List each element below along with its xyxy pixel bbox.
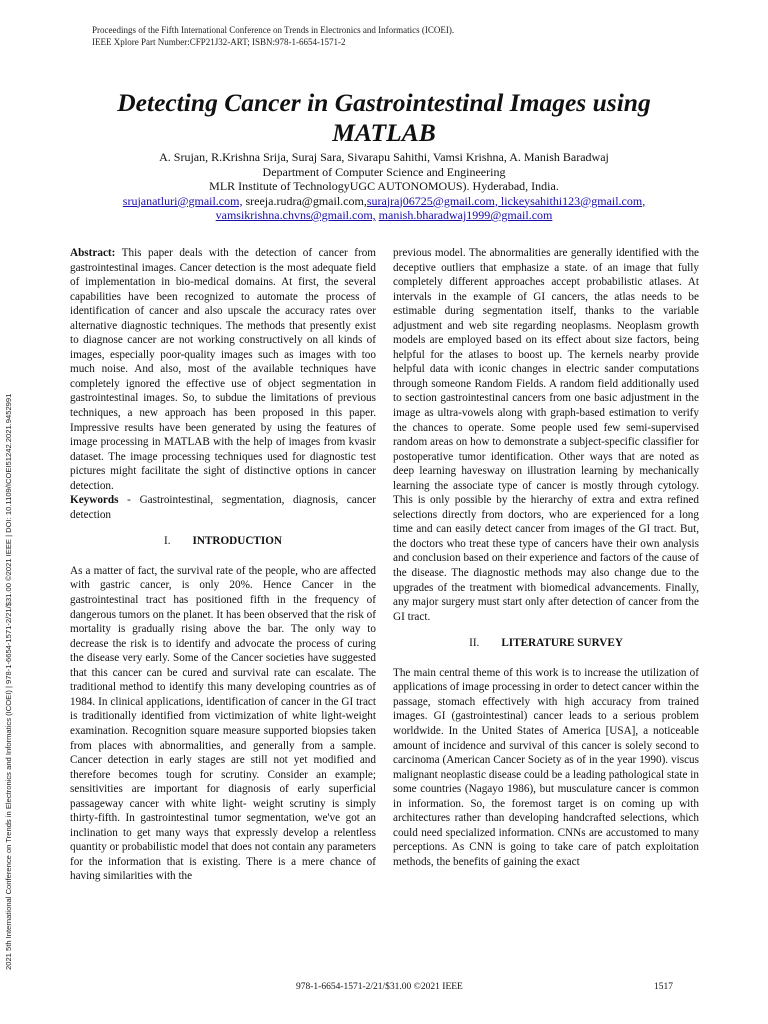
left-column (70, 246, 376, 884)
title-line-1: Detecting Cancer in Gastrointestinal Images using (117, 88, 651, 117)
introduction-paragraph: As a matter of fact, the survival rate of the people, who are affected with gastric cancer, is only 20%. Hence Cancer in the gastrointestinal tract has positioned fifth in the frequency of dangerous tumors on the planet. It has been observed that the risk of mortality is gradually rising above the bar. The only way to decrease the risk is to identify and advocate the process of curing the disease very early. Some of the Cancer societies have suggested that this cancer can be cured and survival rate can escalate. The traditional method to identify this many developing countries as of 1984. In clinical applications, identification of cancer in the GI tract is traditionally identified from victimization of white light-weight examination. Recognition square measure supported biopsies taken from places with abnormalities, and generally from a sample. Cancer detection in early stages are still not yet modified and therefore becomes tough for scrutiny. Consider an example; sensitivities are important for diagnosis of early superficial passageway cancer with white light- weight scrutiny is simply thirty-fifth. In gastrointestinal tumor segmentation, we've got an inclination to get many ways that expressly develop a relentless quantity or probabilistic model that does not contain any parameters for the information that is existing. There is a mere chance of having similarities with the (70, 564, 376, 883)
section-title: LITERATURE SURVEY (501, 637, 623, 650)
email-link[interactable]: vamsikrishna.chvns@gmail.com, (215, 208, 376, 222)
right-column (393, 246, 699, 869)
section-heading-literature-survey (393, 636, 699, 651)
conference-header (92, 24, 454, 48)
introduction-continued-paragraph: previous model. The abnormalities are generally identified with the deceptive outliers that emphasize a state. of an image that fully completely different approaches accept probabilistic atlases. At intervals in the example of GI cancers, the atlas needs to be estimable during segmentation itself, thanks to the variable adjustment and web site regarding neoplasms. Neoplasm growth models are employed based on its effect about size factors, being helpful for the atlases to boost up. The kernels nearby provide helpful data with iconic changes in electric sander computations through someone Random Fields. A random field additionally used to section gastrointestinal cancers from one basic adjustment in the image as ultra-vowels along with graph-based estimation to verify the chances to operate. Some people used few semi-supervised random areas on how to demonstrate a subject-specific classifier for postoperative tumor identification. Other ways that are noted as deep learning havesway on illustration learning by mechanically learning the associate type of cancer is mostly through cytology. This is only possible by the hierarchy of extra and extra refined selections directly from doctors, who are experienced for a long time and can easily detect cancer from images of the GI tract. But, the doctors who treat these type of cancers have their own analysis and conclusion based on their experience and factors of the cause of the disease. The diagnostic methods may also change due to the upgrades of the treatment with biomedical advancements. Finally, any major surgery must start only after detection of cancer from the GI tract. (393, 247, 699, 623)
abstract-text: This paper deals with the detection of cancer from gastrointestinal images. Cancer detection is the most adequate field of implementation in bio-medical domains. At first, the several capabilities have been recognized to automate the process of identification of cancer and also upscale the accuracy rates over alternative diagnostic techniques. The methods that presently exist to diagnose cancer are not working constructively on all kinds of images, especially poor-quality images such as images with too much noise. And also, most of the available techniques have completely ignored the effective use of object segmentation in gastrointestinal images. So, to subdue the limitations of previous techniques, a new approach has been proposed in this paper. Impressive results have been generated by using the features of image processing in MATLAB with the help of images from kvasir dataset. The image processing techniques used for diagnostic test pictures might facilitate the sight of distinctive options in cancer detection. (70, 247, 376, 492)
author-emails-line-2 (40, 208, 728, 223)
keywords-paragraph (70, 493, 376, 522)
keywords-label: Keywords (70, 494, 119, 507)
abstract-paragraph (70, 246, 376, 493)
section-title: INTRODUCTION (192, 535, 283, 548)
author-block (40, 150, 728, 223)
side-doi-text: 2021 5th International Conference on Trends in Electronics and Informatics (ICOEI) | 978-1-6654-1571-2/21/$31.00 ©2021 IEEE | DOI: 10.1109/ICOEI51242.2021.9452991 (4, 393, 13, 970)
page-number: 1517 (654, 982, 673, 992)
author-emails-line-1 (40, 194, 728, 209)
email-link[interactable]: lickeysahithi123@gmail.com, (497, 193, 646, 208)
section-number: I. (163, 535, 171, 548)
footer-copyright: 978-1-6654-1571-2/21/$31.00 ©2021 IEEE (296, 982, 463, 992)
author-department: Department of Computer Science and Engineering (262, 164, 506, 179)
section-number: II. (469, 637, 480, 650)
abstract-label: Abstract: (70, 247, 116, 259)
author-institution: MLR Institute of TechnologyUGC AUTONOMOUS). Hyderabad, India. (209, 179, 559, 193)
paper-title (40, 88, 728, 148)
email-link[interactable]: surajraj06725@gmail.com, (366, 193, 498, 208)
email-link[interactable]: manish.bharadwaj1999@gmail.com (378, 208, 553, 222)
header-line-2: IEEE Xplore Part Number:CFP21J32-ART; ISBN:978-1-6654-1571-2 (92, 37, 346, 47)
title-line-2: MATLAB (332, 118, 436, 147)
email-text: sreeja.rudra@gmail.com, (242, 193, 367, 208)
header-line-1: Proceedings of the Fifth International Conference on Trends in Electronics and Informatics (ICOEI). (92, 25, 455, 35)
keywords-text: - Gastrointestinal, segmentation, diagnosis, cancer detection (70, 494, 376, 521)
section-heading-introduction (70, 534, 376, 549)
email-link[interactable]: srujanatluri@gmail.com, (122, 193, 243, 208)
author-names: A. Srujan, R.Krishna Srija, Suraj Sara, Sivarapu Sahithi, Vamsi Krishna, A. Manish Baradwaj (159, 150, 609, 164)
literature-survey-paragraph: The main central theme of this work is to increase the utilization of applications of image processing in order to detect cancer within the passage, stomach effectively with high accuracy from trained images. GI (gastrointestinal) cancer leads to a serious problem worldwide. In the United States of America [USA], a noticeable amount of incidence and survival of this cancer is solely second to carcinoma (American Cancer Society as of in the year 1990). viscus malignant neoplastic disease could be a leading pathological state in some countries (Nagayo 1986), but musculature cancer is common in information. So, the foremost target is on coming up with architectures rather than developing handcrafted selections, which could need specialized information. CNNs are accustomed to many perceptions. As CNN is going to take care of patch exploitation methods, the benefits of gaining the exact (393, 666, 699, 868)
